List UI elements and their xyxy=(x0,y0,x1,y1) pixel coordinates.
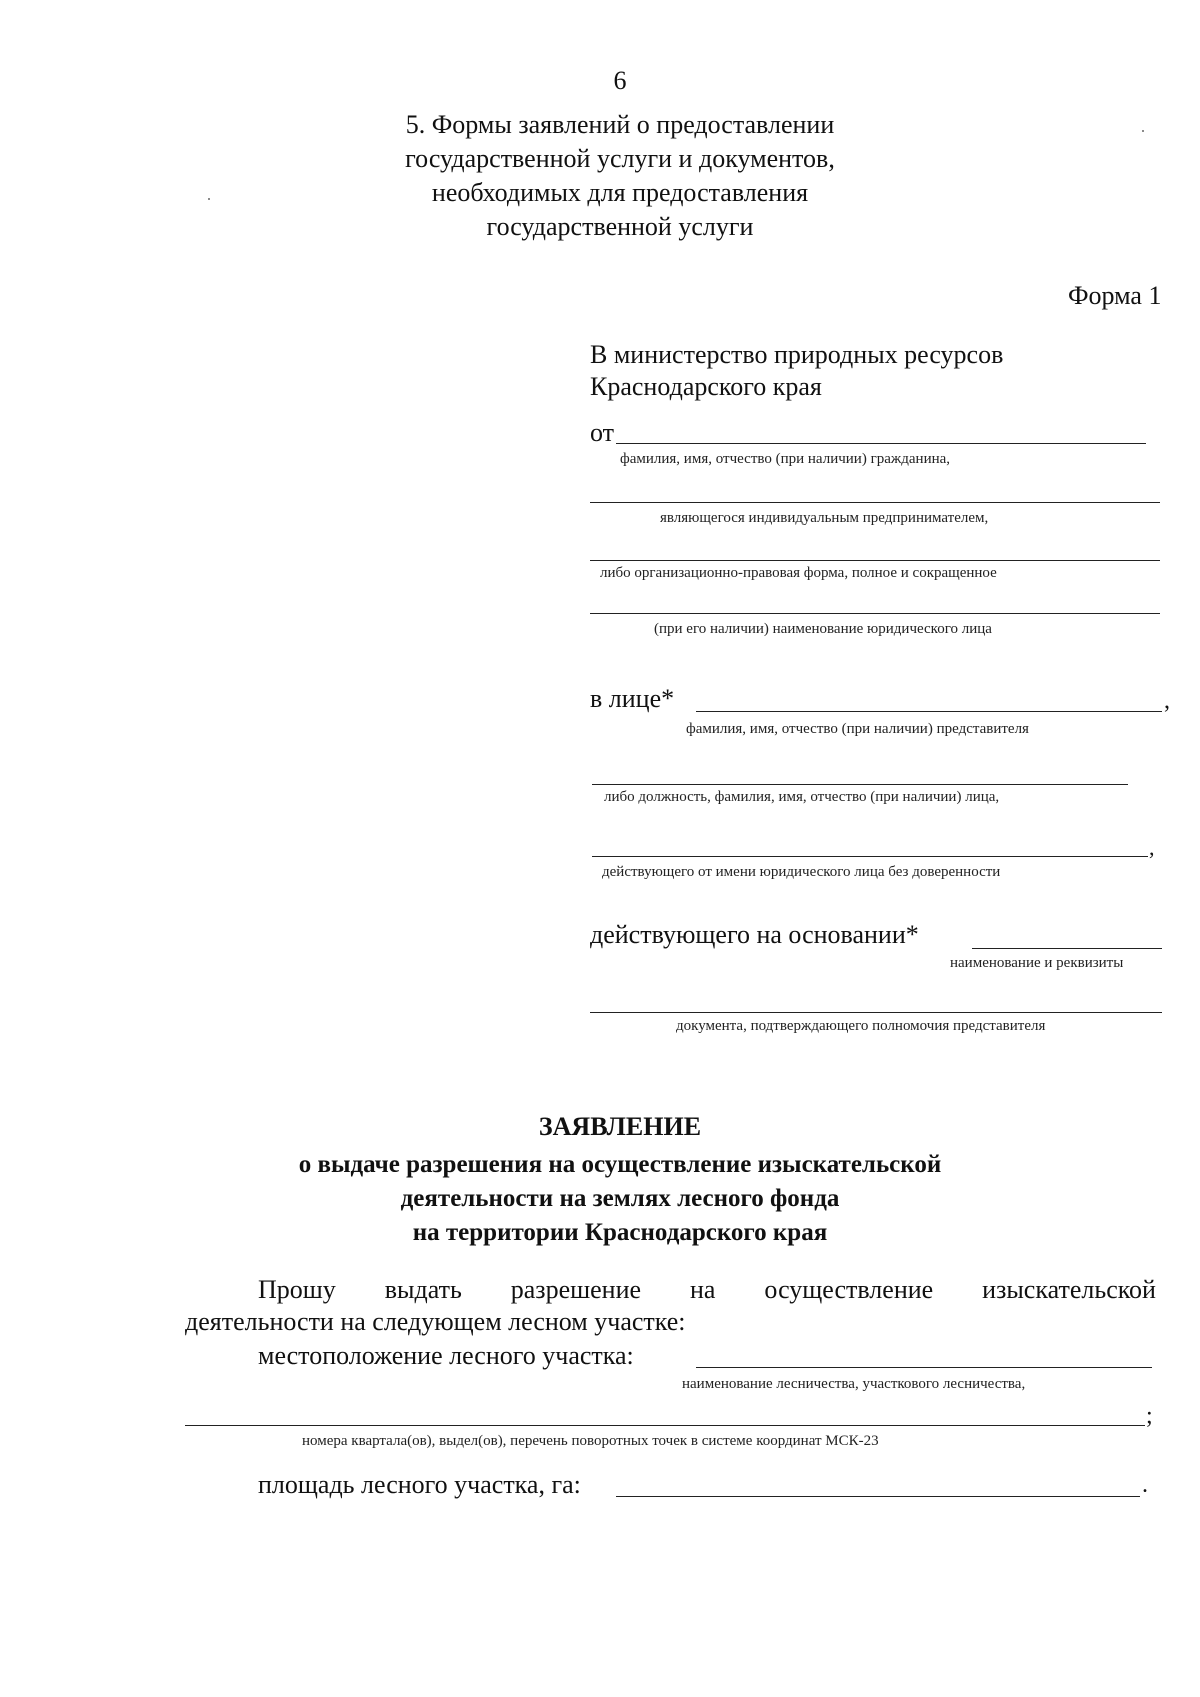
section-heading-line: государственной услуги и документов, xyxy=(405,144,835,173)
basis-hint-2: документа, подтверждающего полномочия представителя xyxy=(676,1018,1046,1034)
request-line-2: деятельности на следующем лесном участке: xyxy=(185,1307,686,1336)
section-heading-line: 5. Формы заявлений о предоставлении xyxy=(405,110,835,139)
representative-hint-2: либо должность, фамилия, имя, отчество (при наличии) лица, xyxy=(604,789,1000,805)
applicant-name-field[interactable] xyxy=(616,443,1146,444)
from-label: от xyxy=(590,418,615,447)
representative-field-3[interactable] xyxy=(592,856,1148,857)
location-label: местоположение лесного участка: xyxy=(258,1341,634,1370)
scan-speck xyxy=(1142,130,1144,132)
request-word: разрешение xyxy=(510,1275,642,1304)
basis-field[interactable] xyxy=(972,948,1162,949)
request-word: Прошу xyxy=(258,1275,336,1304)
location-field-2[interactable] xyxy=(185,1425,1145,1426)
request-word: выдать xyxy=(384,1275,462,1304)
area-field[interactable] xyxy=(616,1496,1140,1497)
location-semicolon: ; xyxy=(1146,1403,1153,1429)
applicant-hint-1: фамилия, имя, отчество (при наличии) гражданина, xyxy=(620,451,951,467)
subtitle-line: деятельности на землях лесного фонда xyxy=(400,1185,840,1212)
location-hint-2: номера квартала(ов), выдел(ов), перечень поворотных точек в системе координат МСК-23 xyxy=(302,1433,879,1449)
basis-label: действующего на основании* xyxy=(590,920,919,949)
page-number: 6 xyxy=(613,66,627,95)
representative-hint-3: действующего от имени юридического лица без доверенности xyxy=(602,864,1001,880)
section-heading-line: необходимых для предоставления xyxy=(431,178,809,207)
representative-field-2[interactable] xyxy=(592,784,1128,785)
form-label: Форма 1 xyxy=(1068,281,1162,310)
representative-comma: , xyxy=(1164,688,1170,714)
recipient-line-1: В министерство природных ресурсов xyxy=(590,340,1004,369)
statement-subtitle xyxy=(0,1148,1200,1250)
section-heading-line: государственной услуги xyxy=(486,212,754,241)
request-line-1 xyxy=(258,1275,1156,1305)
request-word: осуществление xyxy=(764,1275,934,1304)
location-field[interactable] xyxy=(696,1367,1152,1368)
request-word: на xyxy=(690,1275,716,1304)
recipient-line-2: Краснодарского края xyxy=(590,372,822,401)
representative-hint-1: фамилия, имя, отчество (при наличии) представителя xyxy=(686,721,1029,737)
basis-hint-1: наименование и реквизиты xyxy=(950,955,1124,971)
representative-comma-2: , xyxy=(1149,835,1155,860)
applicant-hint-4: (при его наличии) наименование юридического лица xyxy=(654,621,992,637)
statement-title: ЗАЯВЛЕНИЕ xyxy=(538,1112,702,1141)
applicant-field-3[interactable] xyxy=(590,560,1160,561)
location-hint-1: наименование лесничества, участкового лесничества, xyxy=(682,1376,1026,1392)
applicant-field-2[interactable] xyxy=(590,502,1160,503)
scan-speck xyxy=(208,198,210,200)
subtitle-line: на территории Краснодарского края xyxy=(412,1219,828,1246)
section-heading xyxy=(0,108,1200,244)
applicant-hint-3: либо организационно-правовая форма, полное и сокращенное xyxy=(600,565,997,581)
basis-field-2[interactable] xyxy=(590,1012,1162,1013)
area-period: . xyxy=(1142,1472,1148,1498)
area-label: площадь лесного участка, га: xyxy=(258,1470,581,1499)
subtitle-line: о выдаче разрешения на осуществление изыскательской xyxy=(298,1151,942,1178)
request-word: изыскательской xyxy=(982,1275,1156,1304)
applicant-hint-2: являющегося индивидуальным предпринимателем, xyxy=(660,510,989,526)
applicant-field-4[interactable] xyxy=(590,613,1160,614)
representative-label: в лице* xyxy=(590,684,675,713)
representative-name-field[interactable] xyxy=(696,711,1162,712)
